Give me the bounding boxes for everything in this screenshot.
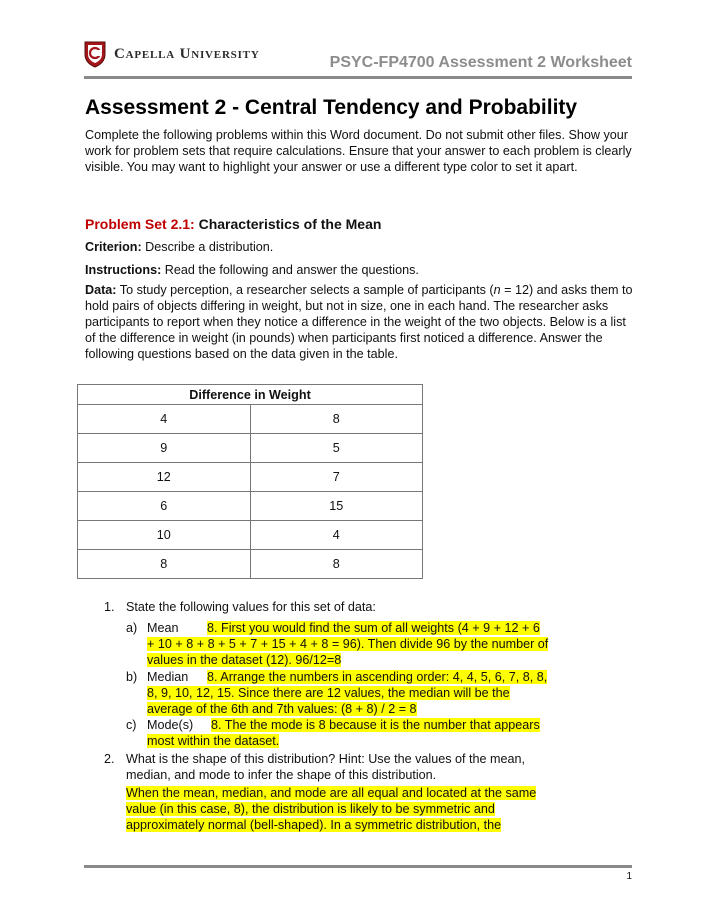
table-row: [78, 492, 423, 521]
document-header-title: PSYC-FP4700 Assessment 2 Worksheet: [329, 54, 632, 71]
instructions-text: Read the following and answer the questions.: [164, 263, 419, 277]
problem-set-heading: [85, 216, 381, 232]
table-cell: 15: [250, 492, 423, 521]
table-cell: 7: [250, 463, 423, 492]
problem-set-label: Problem Set 2.1:: [85, 216, 195, 232]
table-cell: 12: [78, 463, 251, 492]
difference-in-weight-table: [77, 384, 423, 579]
instructions-line: [85, 262, 633, 278]
mean-answer-highlight: 8. First you would find the sum of all weights (4 + 9 + 12 + 6 + 10 + 8 + 8 + 5 + 7 + 15 + 4 + 8 = 96). Then divide 96 by the number of values in the dataset (12). 96/12=8: [147, 621, 549, 667]
shape-answer: [126, 785, 551, 833]
item-c-label: c): [126, 718, 137, 732]
shape-answer-highlight: When the mean, median, and mode are all equal and located at the same value (in this case, 8), the distribution is likely to be symmetric and approximately normal (bell-shaped). In a symmetric distribution, the: [126, 786, 537, 832]
mode-answer-highlight: 8. The the mode is 8 because it is the number that appears most within the dataset.: [147, 718, 540, 748]
table-cell: 8: [250, 550, 423, 579]
item-b-label: b): [126, 670, 138, 684]
footer-divider: [84, 865, 632, 868]
table-header: Difference in Weight: [78, 385, 423, 405]
table-cell: 4: [78, 405, 251, 434]
page-number: 1: [626, 871, 632, 882]
table-cell: 8: [78, 550, 251, 579]
criterion-line: [85, 239, 633, 255]
question-1-number: 1.: [104, 600, 115, 614]
question-2-text: What is the shape of this distribution? Hint: Use the values of the mean, median, and mode to infer the shape of this distribution.: [126, 752, 526, 782]
data-label: Data:: [85, 283, 117, 297]
median-answer-highlight: 8. Arrange the numbers in ascending order: 4, 4, 5, 6, 7, 8, 8, 8, 9, 10, 12, 15. Since there are 12 values, the median will be the average of the 6th and 7th values: (8 + 8) / 2 = 8: [147, 670, 548, 716]
data-n-symbol: n: [493, 283, 501, 297]
table-row: [78, 521, 423, 550]
problem-set-name: Characteristics of the Mean: [198, 216, 382, 232]
table-cell: 8: [250, 405, 423, 434]
item-a-name: Mean: [147, 621, 179, 635]
question-1-text: State the following values for this set of data:: [126, 600, 376, 614]
instructions-label: Instructions:: [85, 263, 162, 277]
item-b-name: Median: [147, 670, 189, 684]
table-row: [78, 463, 423, 492]
table-cell: 10: [78, 521, 251, 550]
data-paragraph: [85, 282, 633, 362]
table-row: [78, 405, 423, 434]
intro-paragraph: Complete the following problems within this Word document. Do not submit other files. Show your work for problem sets that require calculations. Ensure that your answer to each problem is clearly visible. You may want to highlight your answer or use a different type color to set it apart.: [85, 128, 632, 174]
table-row: [78, 550, 423, 579]
mean-answer: [147, 620, 549, 668]
item-c-name: Mode(s): [147, 718, 194, 732]
page-title: Assessment 2 - Central Tendency and Probability: [85, 96, 578, 119]
table-row: [78, 434, 423, 463]
criterion-text: Describe a distribution.: [145, 240, 274, 254]
logo-wordmark: Capella University: [114, 45, 260, 62]
table-cell: 6: [78, 492, 251, 521]
table-cell: 5: [250, 434, 423, 463]
data-text-pre: To study perception, a researcher selects a sample of participants (: [119, 283, 494, 297]
university-crest-icon: [84, 40, 106, 68]
question-2-number: 2.: [104, 752, 115, 766]
table-cell: 4: [250, 521, 423, 550]
header-divider: [84, 76, 632, 79]
criterion-label: Criterion:: [85, 240, 142, 254]
median-answer: [147, 669, 549, 717]
mode-answer: [147, 717, 549, 749]
data-text-post: = 12) and asks them to hold pairs of objects differing in weight, but not in size, one in each hand. The researcher asks participants to report when they notice a difference in the weight of the two objects. Below is a list of the difference in weight (in pounds) when participants first noticed a difference. Answer the following questions based on the data given in the table.: [85, 283, 633, 361]
table-cell: 9: [78, 434, 251, 463]
item-a-label: a): [126, 621, 138, 635]
capella-logo: [84, 40, 260, 68]
